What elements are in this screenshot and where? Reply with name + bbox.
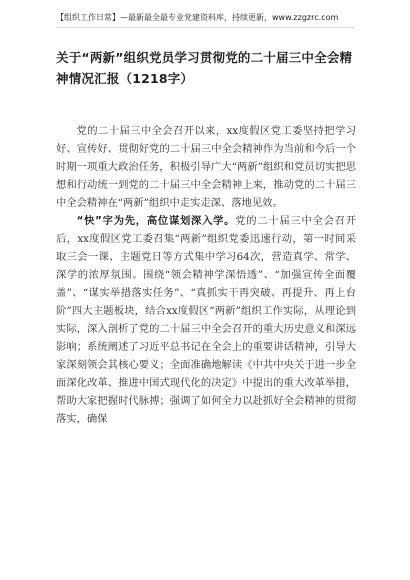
section-lead-heading: “快”字为先，高位谋划深入学。 xyxy=(76,215,236,227)
paragraph-section-1 xyxy=(56,212,356,428)
paragraph-intro: 党的二十届三中全会召开以来，xx度假区党工委坚持把学习好、宣传好、贯彻好党的二十届三中全会精神作为当前和今后一个时期一项重大政治任务，积极引导广大“两新”组织和党员切实把思想和行动统一到党的二十届三中全会精神上来，推动党的二十届三中全会精神在“两新”组织中走实走深、落地见效。 xyxy=(56,125,356,209)
site-header-text: 【组织工作日常】—最新最全最专业党建资料库，持续更新，www.zzgzrc.com xyxy=(56,13,339,22)
document-body xyxy=(56,122,356,428)
header-divider xyxy=(56,27,354,28)
section-body-text: 党的二十届三中全会召开后，xx度假区党工委召集“两新”组织党委迅速行动，第一时间采取三会一课、主题党日等方式集中学习64次，营造真学、常学、深学的浓厚氛围。围绕“领会精神学深悟透”、“加强宣传全面覆盖”、“谋实举措落实任务”、“真抓实干再突破、再提升、再上台阶”四大主题板块，结合xx度假区“两新”组织工作实际，从理论到实际，深入剖析了党的二十届三中全会召开的重大历史意义和深远影响；系统阐述了习近平总书记在全会上的重要讲话精神，引导大家深刻领会其核心要义；全面准确地解读《中共中央关于进一步全面深化改革、推进中国式现代化的决定》中提出的重大改革举措，帮助大家把握时代脉搏；强调了如何全力以赴抓好全会精神的贯彻落实，确保 xyxy=(56,215,356,425)
document-title: 关于“两新”组织党员学习贯彻党的二十届三中全会精神情况汇报（1218字） xyxy=(56,50,353,86)
